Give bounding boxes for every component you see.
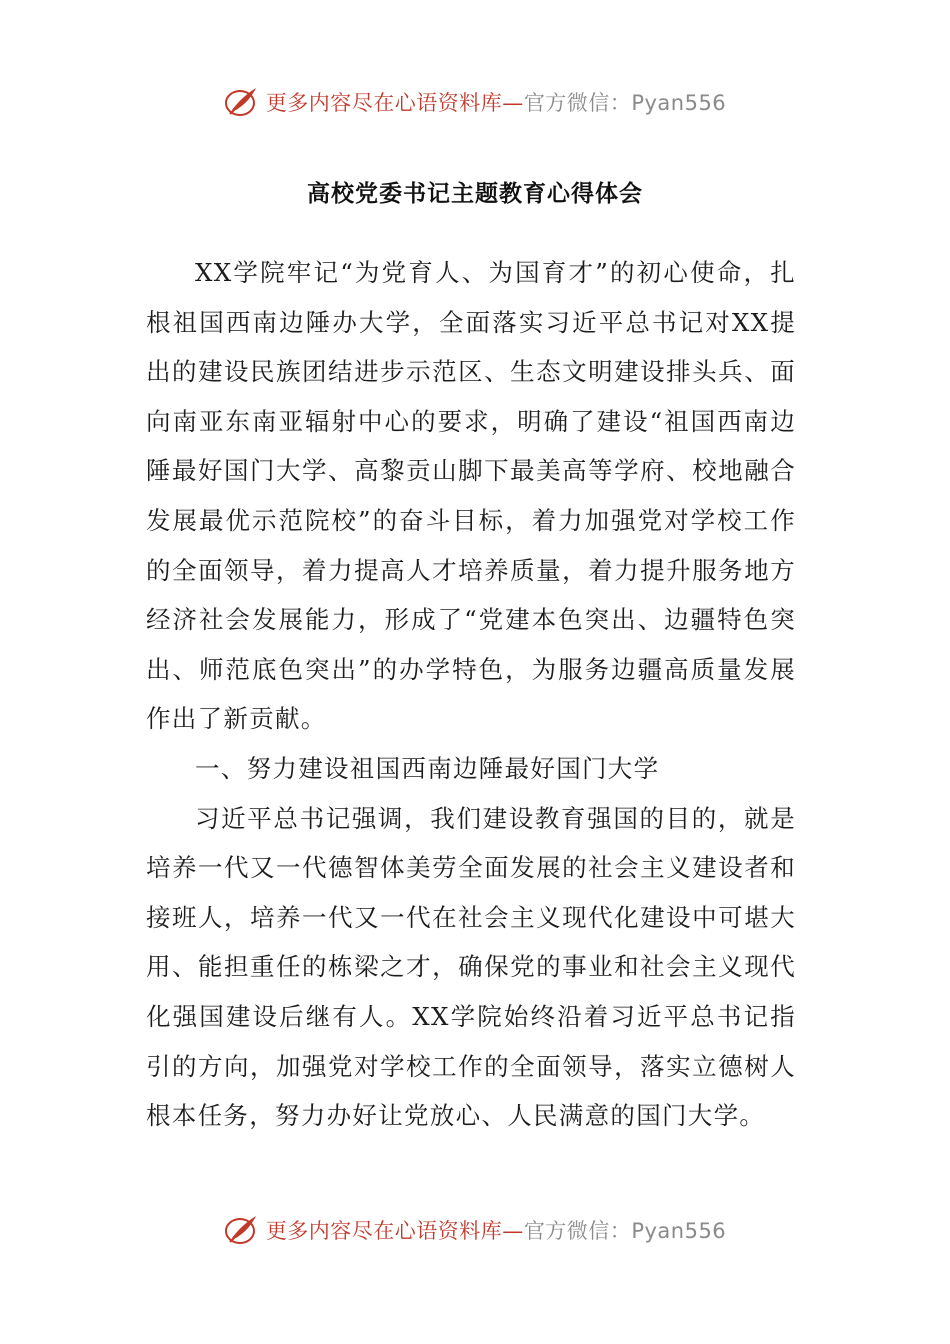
footer-watermark: [0, 1210, 950, 1250]
paragraph: 习近平总书记强调，我们建设教育强国的目的，就是培养一代又一代德智体美劳全面发展的社会主义建设者和接班人，培养一代又一代在社会主义现代化建设中可堪大用、能担重任的栋梁之才，确保党的事业和社会主义现代化强国建设后继有人。XX学院始终沿着习近平总书记指引的方向，加强党对学校工作的全面领导，落实立德树人根本任务，努力办好让党放心、人民满意的国门大学。: [146, 803, 796, 1131]
section-heading: 一、努力建设祖国西南边陲最好国门大学: [195, 753, 660, 783]
feather-pen-logo-icon: [224, 1212, 260, 1248]
document-body: [146, 248, 796, 1141]
document-title: 高校党委书记主题教育心得体会: [307, 180, 643, 207]
paragraph: XX学院牢记“为党育人、为国育才”的初心使命，扎根祖国西南边陲办大学，全面落实习近平总书记对XX提出的建设民族团结进步示范区、生态文明建设排头兵、面向南亚东南亚辐射中心的要求，明确了建设“祖国西南边陲最好国门大学、高黎贡山脚下最美高等学府、校地融合发展最优示范院校”的奋斗目标，着力加强党对学校工作的全面领导，着力提高人才培养质量，着力提升服务地方经济社会发展能力，形成了“党建本色突出、边疆特色突出、师范底色突出”的办学特色，为服务边疆高质量发展作出了新贡献。: [146, 258, 796, 734]
feather-pen-logo-icon: [224, 84, 260, 120]
watermark-text: 更多内容尽在心语资料库—官方微信：Pyan556: [265, 91, 727, 115]
header-watermark: [0, 82, 950, 122]
watermark-text: 更多内容尽在心语资料库—官方微信：Pyan556: [265, 1219, 727, 1243]
